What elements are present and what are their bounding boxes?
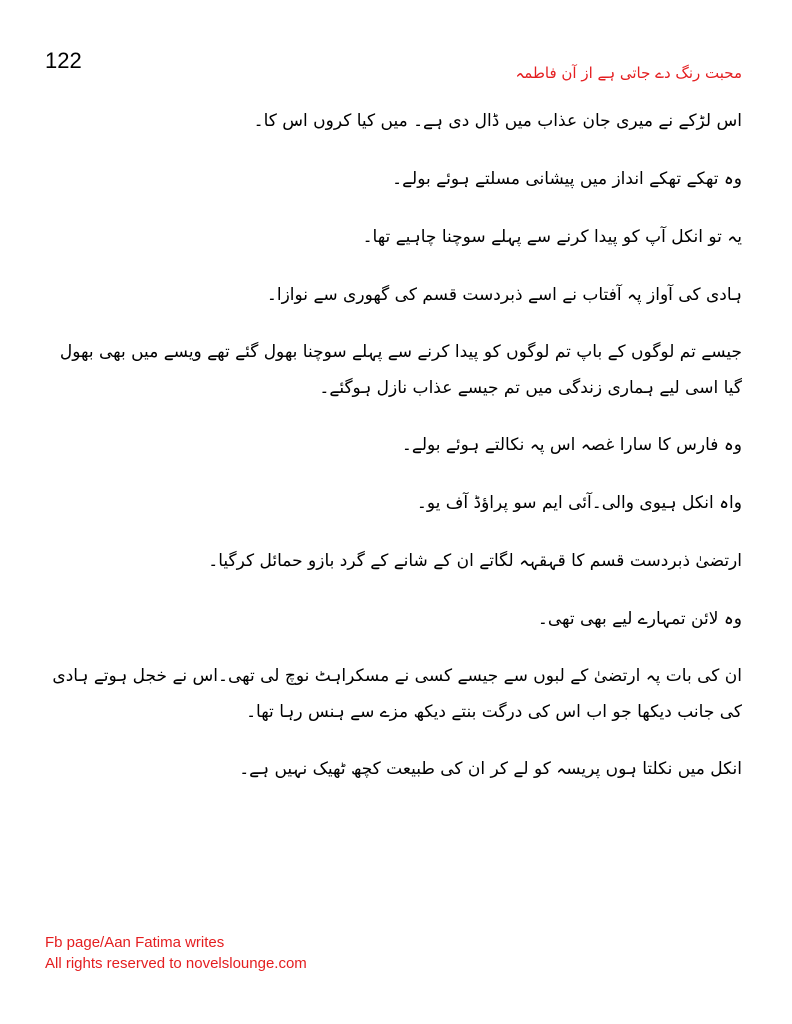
paragraph: اس لڑکے نے میری جان عذاب میں ڈال دی ہے۔ میں کیا کروں اس کا۔ (253, 111, 742, 131)
body-text (45, 102, 742, 808)
paragraph: واہ انکل ہیوی والی۔آئی ایم سو پراؤڈ آف یو۔ (416, 493, 742, 513)
page-number: 122 (45, 48, 82, 73)
footer-facebook-page: Fb page/Aan Fatima writes (45, 934, 225, 951)
paragraph: انکل میں نکلتا ہوں پریسہ کو لے کر ان کی طبیعت کچھ ٹھیک نہیں ہے۔ (239, 759, 742, 779)
paragraph: ارتضیٰ ذبردست قسم کا قہقہہ لگاتے ان کے شانے کے گرد بازو حمائل کرگیا۔ (208, 551, 742, 571)
paragraph: وہ تھکے تھکے انداز میں پیشانی مسلتے ہوئے بولے۔ (392, 169, 742, 189)
footer-copyright: All rights reserved to novelslounge.com (45, 955, 307, 972)
paragraph: جیسے تم لوگوں کے باپ تم لوگوں کو پیدا کرنے سے پہلے سوچنا بھول گئے تھے ویسے میں بھی بھول گیا اسی لیے ہماری زندگی میں تم جیسے عذاب نازل ہوگئے۔ (59, 342, 742, 398)
paragraph: ہادی کی آواز پہ آفتاب نے اسے ذبردست قسم کی گھوری سے نوازا۔ (266, 285, 742, 305)
running-header-title: محبت رنگ دے جاتی ہے از آن فاطمہ (515, 64, 742, 82)
paragraph: وہ لائن تمہارے لیے بھی تھی۔ (537, 609, 742, 629)
paragraph: وہ فارس کا سارا غصہ اس پہ نکالتے ہوئے بولے۔ (401, 435, 742, 455)
paragraph: یہ تو انکل آپ کو پیدا کرنے سے پہلے سوچنا چاہیے تھا۔ (362, 227, 742, 247)
footer (45, 932, 307, 974)
paragraph: ان کی بات پہ ارتضیٰ کے لبوں سے جیسے کسی نے مسکراہٹ نوچ لی تھی۔اس نے خجل ہوتے ہادی کی جانب دیکھا جو اب اس کی درگت بنتے دیکھ مزے سے ہنس رہا تھا۔ (52, 666, 742, 722)
